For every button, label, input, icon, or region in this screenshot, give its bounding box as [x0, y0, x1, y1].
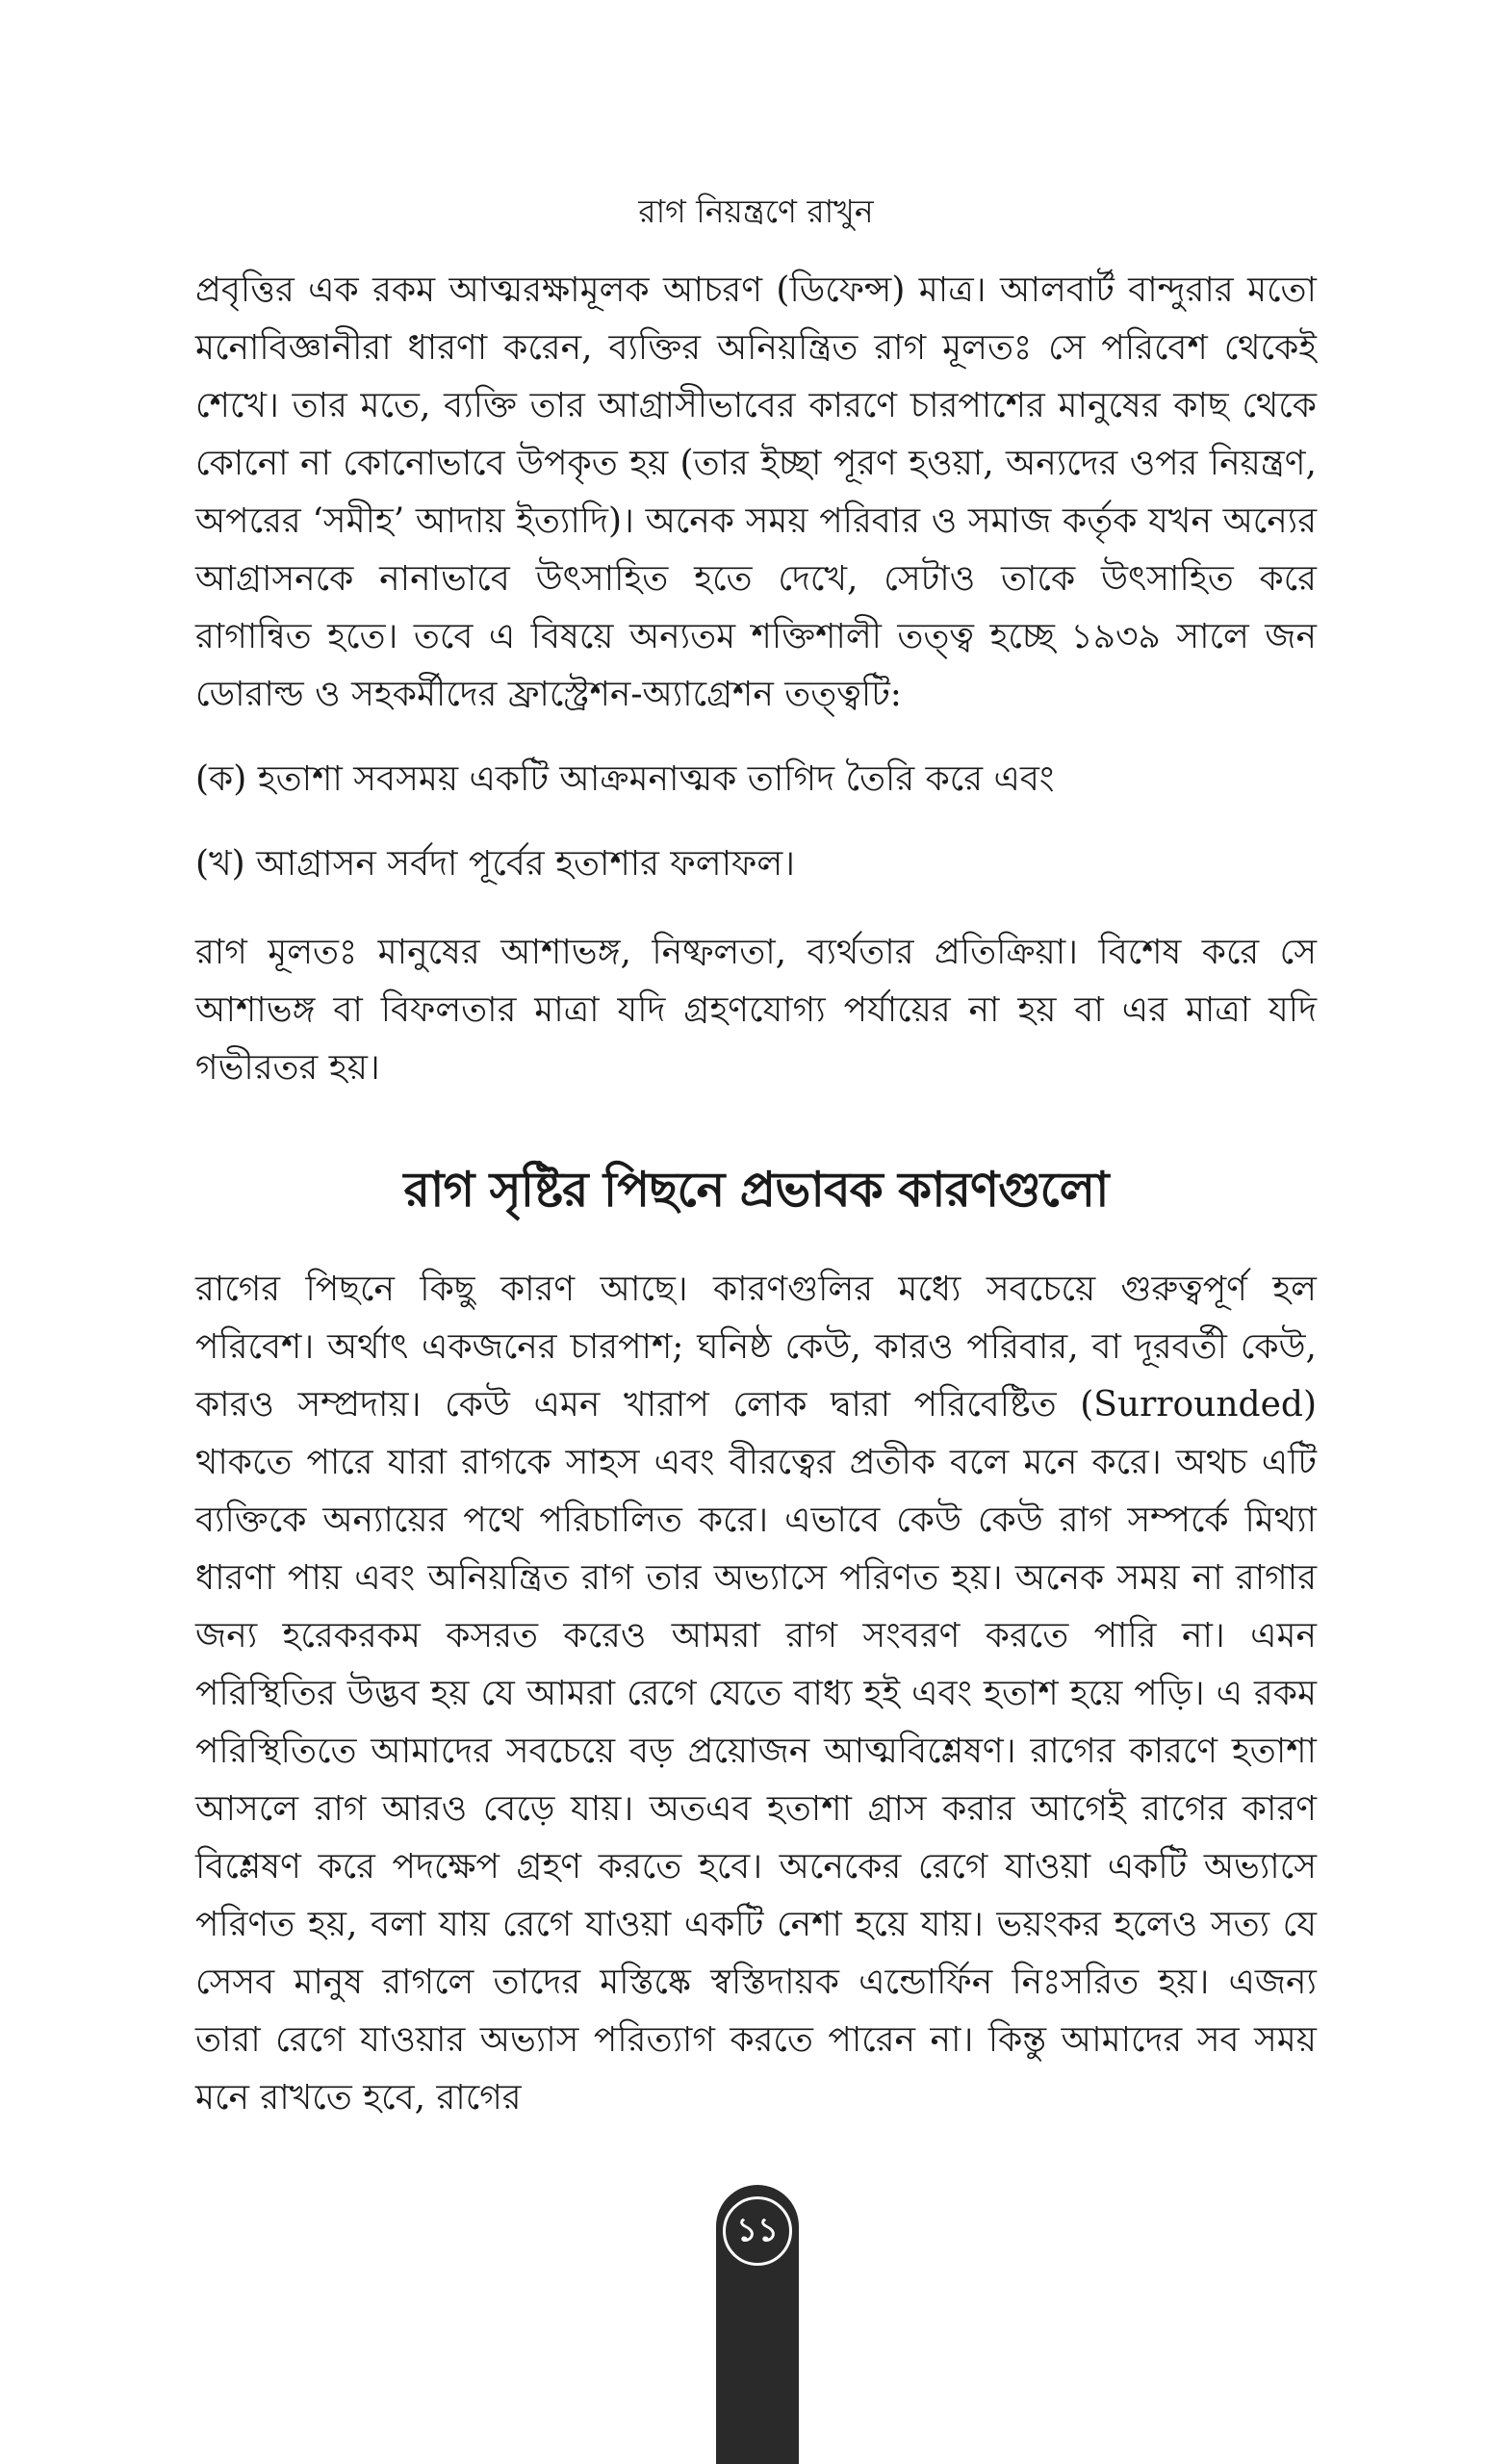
page-number: ১১: [723, 2196, 792, 2266]
list-item-text: (খ) আগ্রাসন সর্বদা পূর্বের হতাশার ফলাফল।: [195, 844, 796, 884]
list-item-b: [195, 835, 1317, 893]
section-heading: রাগ সৃষ্টির পিছনে প্রভাবক কারণগুলো: [403, 1162, 1109, 1218]
body-paragraph-1: [195, 262, 1317, 724]
list-item-a: [195, 751, 1317, 808]
paragraph-text: রাগের পিছনে কিছু কারণ আছে। কারণগুলির মধ্যে সবচেয়ে গুরুত্বপূর্ণ হল পরিবেশ। অর্থাৎ একজনের চারপাশ; ঘনিষ্ঠ কেউ, কারও পরিবার, বা দূরবর্তী কেউ, কারও সম্প্রদায়। কেউ এমন খারাপ লোক দ্বারা পরিবেষ্টিত (Surrounded) থাকতে পারে যারা রাগকে সাহস এবং বীরত্বের প্রতীক বলে মনে করে। অথচ এটি ব্যক্তিকে অন্যায়ের পথে পরিচালিত করে। এভাবে কেউ কেউ রাগ সম্পর্কে মিথ্যা ধারণা পায় এবং অনিয়ন্ত্রিত রাগ তার অভ্যাসে পরিণত হয়। অনেক সময় না রাগার জন্য হরেকরকম কসরত করেও আমরা রাগ সংবরণ করতে পারি না। এমন পরিস্থিতির উদ্ভব হয় যে আমরা রেগে যেতে বাধ্য হই এবং হতাশ হয়ে পড়ি। এ রকম পরিস্থিতিতে আমাদের সবচেয়ে বড় প্রয়োজন আত্মবিশ্লেষণ। রাগের কারণে হতাশা আসলে রাগ আরও বেড়ে যায়। অতএব হতাশা গ্রাস করার আগেই রাগের কারণ বিশ্লেষণ করে পদক্ষেপ গ্রহণ করতে হবে। অনেকের রেগে যাওয়া একটি অভ্যাসে পরিণত হয়, বলা যায় রেগে যাওয়া একটি নেশা হয়ে যায়। ভয়ংকর হলেও সত্য যে সেসব মানুষ রাগলে তাদের মস্তিষ্কে স্বস্তিদায়ক এন্ডোর্ফিন নিঃসরিত হয়। এজন্য তারা রেগে যাওয়ার অভ্যাস পরিত্যাগ করতে পারেন না। কিন্তু আমাদের সব সময় মনে রাখতে হবে, রাগের: [195, 1270, 1317, 2118]
paragraph-text: রাগ মূলতঃ মানুষের আশাভঙ্গ, নিষ্ফলতা, ব্যর্থতার প্রতিক্রিয়া। বিশেষ করে সে আশাভঙ্গ বা বিফলতার মাত্রা যদি গ্রহণযোগ্য পর্যায়ের না হয় বা এর মাত্রা যদি গভীরতর হয়।: [195, 933, 1317, 1088]
body-paragraph-3: [195, 1261, 1317, 2127]
running-head-title: রাগ নিয়ন্ত্রণে রাখুন: [638, 192, 874, 230]
list-item-text: (ক) হতাশা সবসময় একটি আক্রমনাত্মক তাগিদ তৈরি করে এবং: [195, 759, 1055, 799]
body-paragraph-2: [195, 924, 1317, 1097]
paragraph-text: প্রবৃত্তির এক রকম আত্মরক্ষামূলক আচরণ (ডিফেন্স) মাত্র। আলবার্ট বান্দুরার মতো মনোবিজ্ঞানীরা ধারণা করেন, ব্যক্তির অনিয়ন্ত্রিত রাগ মূলতঃ সে পরিবেশ থেকেই শেখে। তার মতে, ব্যক্তি তার আগ্রাসীভাবের কারণে চারপাশের মানুষের কাছ থেকে কোনো না কোনোভাবে উপকৃত হয় (তার ইচ্ছা পূরণ হওয়া, অন্যদের ওপর নিয়ন্ত্রণ, অপরের ‘সমীহ’ আদায় ইত্যাদি)। অনেক সময় পরিবার ও সমাজ কর্তৃক যখন অন্যের আগ্রাসনকে নানাভাবে উৎসাহিত হতে দেখে, সেটাও তাকে উৎসাহিত করে রাগান্বিত হতে। তবে এ বিষয়ে অন্যতম শক্তিশালী তত্ত্ব হচ্ছে ১৯৩৯ সালে জন ডোরাল্ড ও সহকর্মীদের ফ্রাস্ট্রেশন-অ্যাগ্রেশন তত্ত্বটি:: [195, 270, 1317, 714]
